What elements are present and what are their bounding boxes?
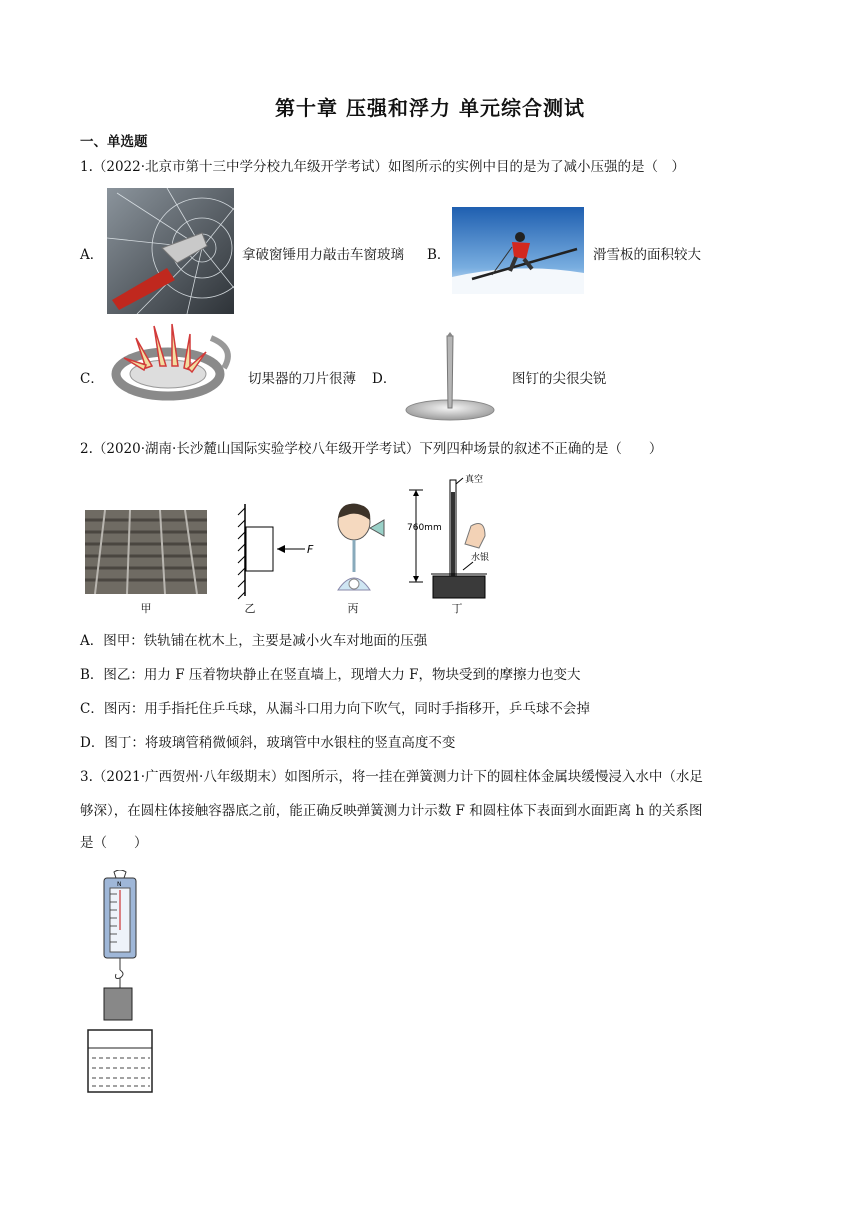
railway-track-image (85, 510, 207, 594)
q1-option-b-label: B． (427, 247, 451, 263)
mercury-label: 水银 (471, 553, 490, 563)
section-heading: 一、单选题 (80, 134, 148, 150)
q1-option-a-text: 拿破窗锤用力敲击车窗玻璃 (242, 247, 404, 263)
fig-label-jia: 甲 (140, 602, 152, 615)
q1-option-d-text: 图钉的尖很尖锐 (512, 371, 607, 387)
q3-line-3: 是（ ） (80, 835, 148, 851)
vacuum-label: 真空 (465, 475, 484, 485)
fruit-slicer-image (106, 318, 238, 406)
q1-option-c-text: 切果器的刀片很薄 (248, 371, 356, 387)
q2-option-b: B．图乙：用力 F 压着物块静止在竖直墙上，现增大力 F，物块受到的摩擦力也变大 (80, 667, 581, 683)
meter-mark: N (117, 881, 122, 888)
q3-line-1: 3.（2021·广西贺州·八年级期末）如图所示，将一挂在弹簧测力计下的圆柱体金属块缓慢浸入水中（水足 (80, 769, 703, 785)
q2-option-d: D．图丁：将玻璃管稍微倾斜，玻璃管中水银柱的竖直高度不变 (80, 735, 456, 751)
fig-label-yi: 乙 (244, 602, 256, 615)
q1-option-a-label: A． (80, 247, 104, 263)
height-label: 760mm (407, 523, 442, 533)
torricelli-figure (405, 470, 505, 602)
q1-option-c-label: C． (80, 371, 104, 387)
q2-option-c: C．图丙：用手指托住乒乓球，从漏斗口用力向下吹气，同时手指移开，乒乓球不会掉 (80, 701, 590, 717)
skier-image (452, 207, 584, 294)
funnel-blowing-figure (320, 500, 400, 600)
q1-option-b-text: 滑雪板的面积较大 (593, 247, 701, 263)
fig-label-bing: 丙 (347, 602, 359, 615)
q1-option-d-label: D． (372, 371, 397, 387)
page-title: 第十章 压强和浮力 单元综合测试 (275, 96, 585, 120)
spring-scale-figure (80, 870, 160, 1100)
thumbtack-image (400, 332, 500, 424)
hammer-glass-image (107, 188, 234, 314)
force-label: F (307, 543, 314, 556)
fig-label-ding: 丁 (451, 602, 463, 615)
q3-line-2: 够深），在圆柱体接触容器底之前，能正确反映弹簧测力计示数 F 和圆柱体下表面到水面距离 h 的关系图 (80, 803, 703, 819)
q1-stem: 1.（2022·北京市第十三中学分校九年级开学考试）如图所示的实例中目的是为了减小压强的是（ ） (80, 159, 686, 175)
q2-stem: 2.（2020·湖南·长沙麓山国际实验学校八年级开学考试）下列四种场景的叙述不正确的是（ ） (80, 441, 663, 457)
wall-block-figure (235, 500, 325, 600)
q2-option-a: A．图甲：铁轨铺在枕木上，主要是减小火车对地面的压强 (80, 633, 428, 649)
